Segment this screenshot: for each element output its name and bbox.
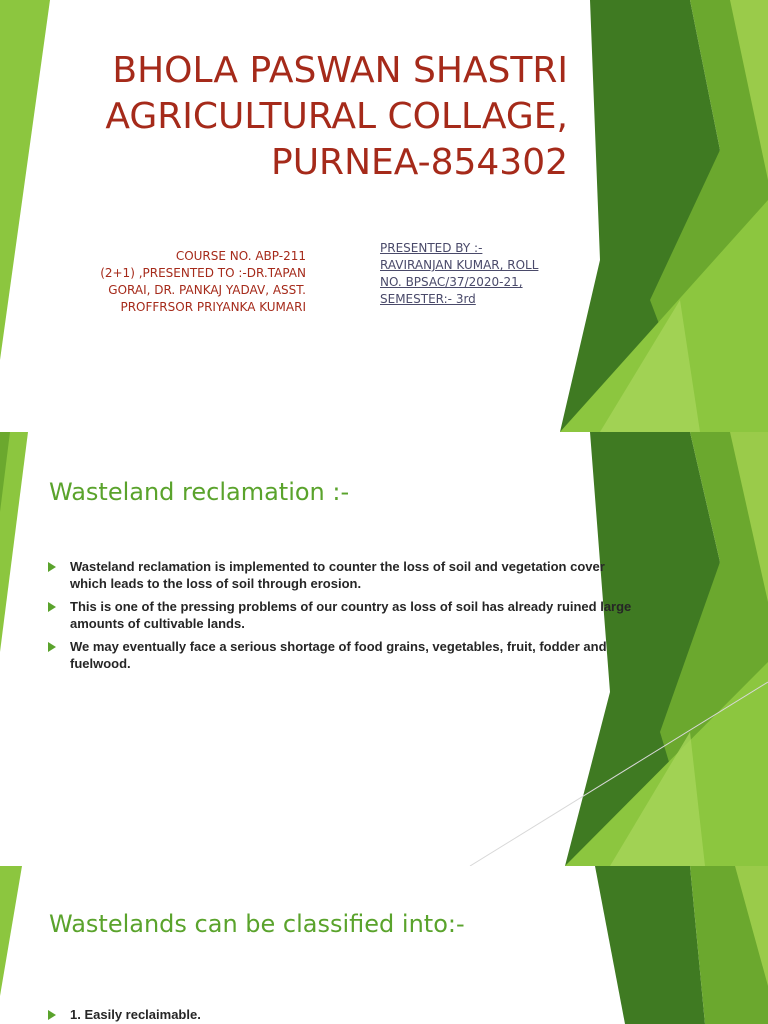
triangle-bullet-icon: [48, 642, 56, 652]
slide-title: [0, 0, 768, 432]
slide-wasteland-classification: [0, 866, 768, 1024]
slide-heading: Wasteland reclamation :-: [49, 478, 350, 506]
course-info: [78, 248, 306, 316]
title-line: PURNEA-854302: [271, 142, 568, 183]
triangle-bullet-icon: [48, 562, 56, 572]
presenter-line: RAVIRANJAN KUMAR, ROLL: [380, 258, 539, 272]
list-item: [48, 598, 638, 632]
list-item: [48, 1006, 638, 1023]
presenter-line: NO. BPSAC/37/2020-21,: [380, 275, 523, 289]
green-decoration-left: [0, 866, 768, 1024]
title-line: BHOLA PASWAN SHASTRI: [112, 50, 568, 91]
triangle-bullet-icon: [48, 602, 56, 612]
item-number: 1.: [70, 1007, 81, 1022]
bullet-text: We may eventually face a serious shortage of food grains, vegetables, fruit, fodder and fuelwood.: [70, 639, 607, 671]
bullet-list: [48, 558, 638, 678]
item-text: Easily reclaimable.: [84, 1007, 201, 1022]
course-line: PROFFRSOR PRIYANKA KUMARI: [120, 300, 306, 314]
course-line: COURSE NO. ABP-211: [175, 249, 306, 263]
course-line: GORAI, DR. PANKAJ YADAV, ASST.: [108, 283, 306, 297]
presenter-line: SEMESTER:- 3rd: [380, 292, 476, 306]
list-item: [48, 638, 638, 672]
presenter-info: [380, 240, 580, 308]
slide-heading: Wastelands can be classified into:-: [49, 910, 465, 938]
bullet-text: This is one of the pressing problems of our country as loss of soil has already ruined large amounts of cultivable lands.: [70, 599, 632, 631]
slide-wasteland-reclamation: [0, 432, 768, 866]
title-line: AGRICULTURAL COLLAGE,: [105, 96, 568, 137]
presenter-line: PRESENTED BY :-: [380, 241, 483, 255]
course-line: (2+1) ,PRESENTED TO :-DR.TAPAN: [100, 266, 306, 280]
triangle-bullet-icon: [48, 1010, 56, 1020]
list-item: [48, 558, 638, 592]
college-title: [48, 48, 568, 186]
bullet-text: Wasteland reclamation is implemented to counter the loss of soil and vegetation cover which leads to the loss of soil through erosion.: [70, 559, 605, 591]
bullet-list: [48, 1006, 638, 1024]
